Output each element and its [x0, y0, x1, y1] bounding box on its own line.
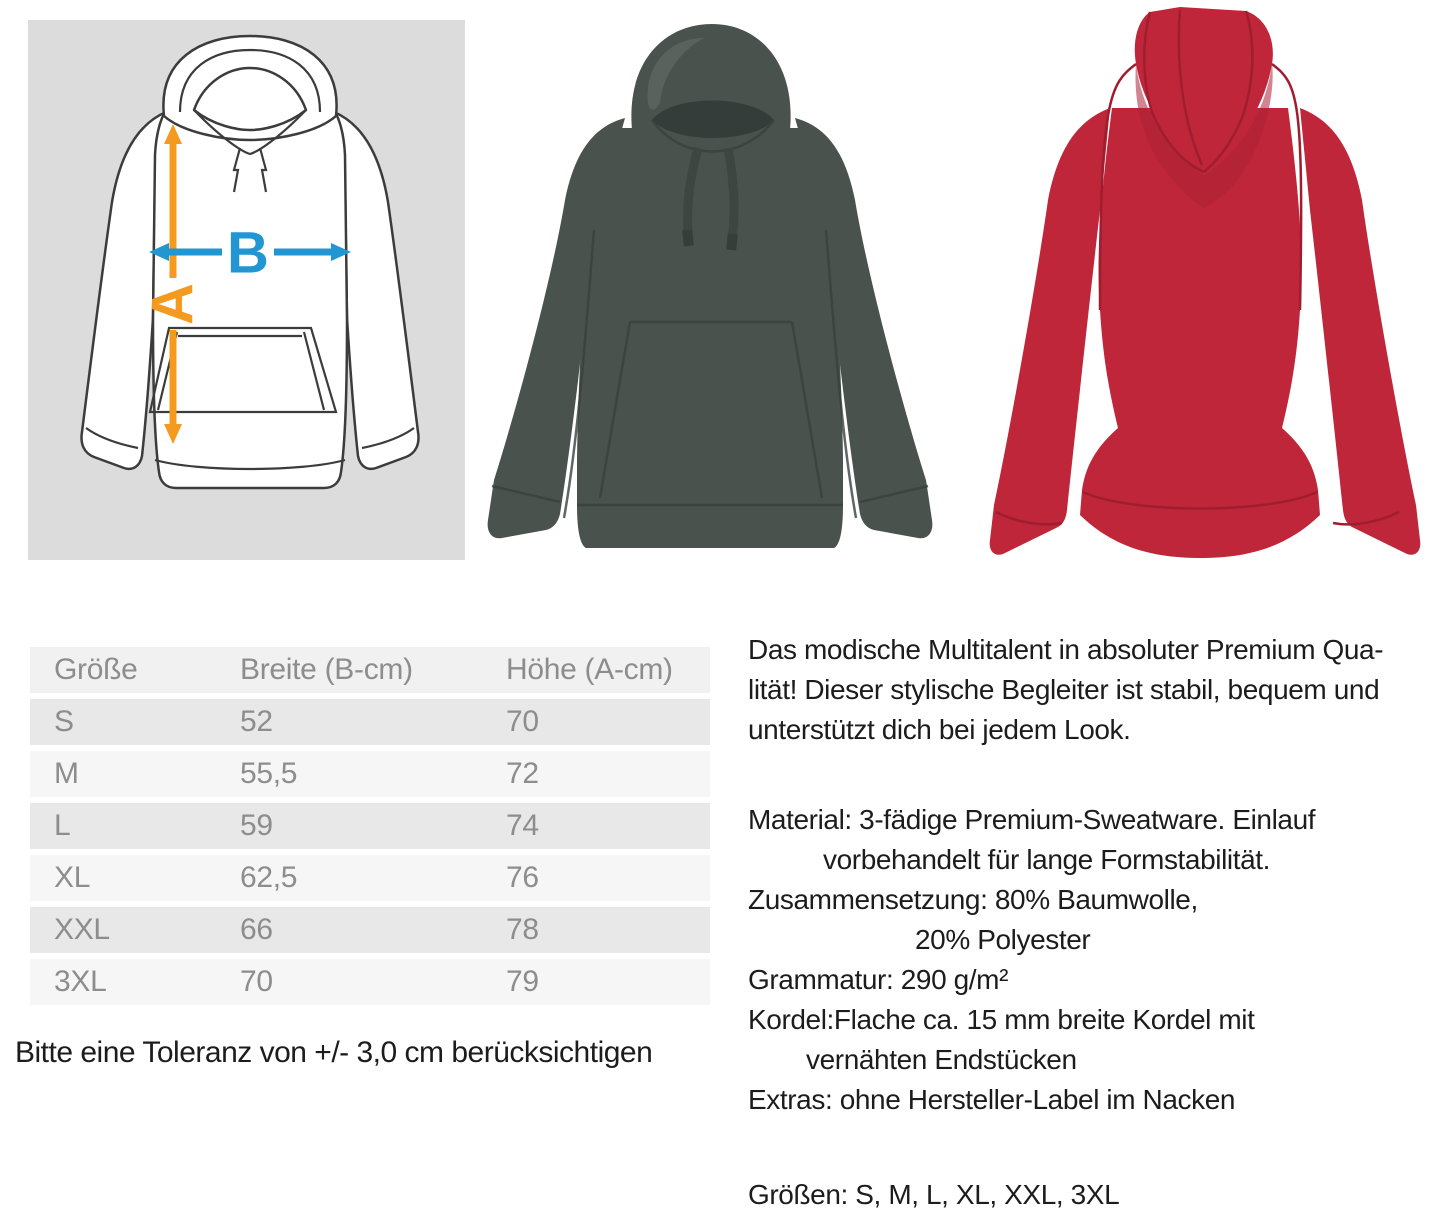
- width-cell: 62,5: [240, 861, 298, 894]
- size-cell: L: [54, 809, 71, 842]
- column-header-height: Höhe (A-cm): [506, 653, 673, 686]
- diagram-label-a: A: [140, 283, 206, 325]
- description-line-sizes: Größen: S, M, L, XL, XXL, 3XL: [748, 1179, 1120, 1210]
- size-cell: XXL: [54, 913, 110, 946]
- tolerance-note: Bitte eine Toleranz von +/- 3,0 cm berücksichtigen: [15, 1036, 653, 1069]
- size-cell: XL: [54, 861, 91, 894]
- product-description: [748, 630, 1438, 1215]
- column-header-width: Breite (B-cm): [240, 653, 413, 686]
- width-cell: 59: [240, 809, 273, 842]
- hoodie-front-illustration: [480, 0, 940, 580]
- table-row: [30, 907, 710, 953]
- table-row: [30, 959, 710, 1005]
- table-row: [30, 699, 710, 745]
- paragraph-spacer: [748, 1120, 1438, 1175]
- table-row: [30, 855, 710, 901]
- hoodie-front-image: [480, 0, 940, 580]
- diagram-label-b: B: [227, 220, 269, 286]
- width-cell: 52: [240, 705, 273, 738]
- description-line: unterstützt dich bei jedem Look.: [748, 714, 1131, 745]
- description-line: vernähten Endstücken: [806, 1044, 1077, 1075]
- width-cell: 55,5: [240, 757, 298, 790]
- description-line-cord: Kordel:Flache ca. 15 mm breite Kordel mit: [748, 1004, 1255, 1035]
- table-row: [30, 751, 710, 797]
- hoodie-back-image: [950, 0, 1445, 580]
- size-cell: 3XL: [54, 965, 107, 998]
- description-line-material: Material: 3-fädige Premium-Sweatware. Einlauf: [748, 804, 1316, 835]
- description-line: Das modische Multitalent in absoluter Premium Qua-: [748, 634, 1384, 665]
- description-line-extras: Extras: ohne Hersteller-Label im Nacken: [748, 1084, 1236, 1115]
- size-table: [30, 647, 710, 1011]
- description-line-composition: Zusammensetzung: 80% Baumwolle,: [748, 884, 1198, 915]
- height-cell: 72: [506, 757, 539, 790]
- description-line: lität! Dieser stylische Begleiter ist stabil, bequem und: [748, 674, 1380, 705]
- height-cell: 74: [506, 809, 539, 842]
- height-cell: 70: [506, 705, 539, 738]
- description-line: vorbehandelt für lange Formstabilität.: [823, 844, 1271, 875]
- description-line: 20% Polyester: [915, 924, 1091, 955]
- description-line-weight: Grammatur: 290 g/m²: [748, 964, 1009, 995]
- table-row: [30, 803, 710, 849]
- height-cell: 79: [506, 965, 539, 998]
- size-cell: M: [54, 757, 79, 790]
- size-diagram-image: [28, 20, 465, 560]
- column-header-size: Größe: [54, 653, 138, 686]
- width-cell: 70: [240, 965, 273, 998]
- height-cell: 76: [506, 861, 539, 894]
- paragraph-spacer: [748, 750, 1438, 800]
- hoodie-back-illustration: [950, 0, 1445, 580]
- height-cell: 78: [506, 913, 539, 946]
- size-cell: S: [54, 705, 74, 738]
- size-table-header-row: [30, 647, 710, 693]
- width-cell: 66: [240, 913, 273, 946]
- hoodie-outline-drawing: [28, 20, 465, 560]
